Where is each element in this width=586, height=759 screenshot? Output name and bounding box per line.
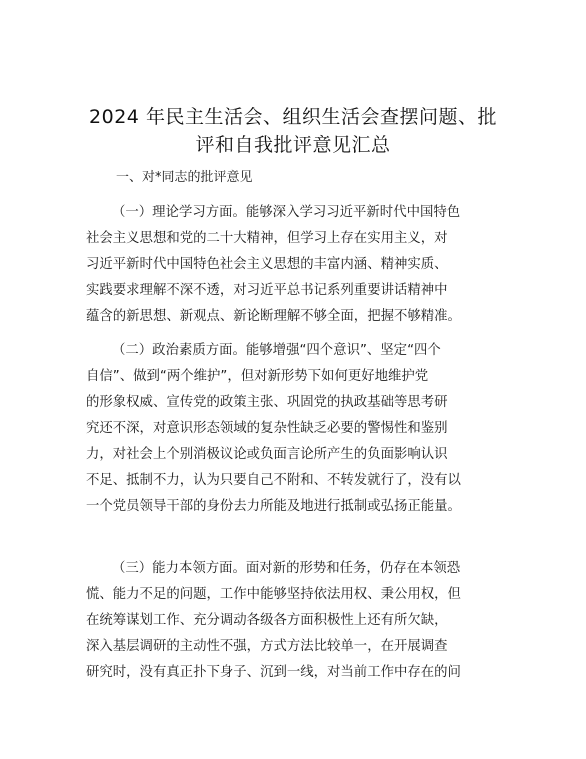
paragraph-line: 自信”、做到“两个维护”，但对新形势下如何更好地维护党 [86,369,429,384]
paragraph-line: 研究时，没有真正扑下身子、沉到一线，对当前工作中存在的问 [86,665,461,680]
document-title [60,103,526,159]
paragraph-line: 在统筹谋划工作、充分调动各级各方面积极性上还有所欠缺， [86,613,448,628]
paragraph-line: （一）理论学习方面。能够深入学习习近平新时代中国特色 [112,205,461,220]
title-line-2: 评和自我批评意见汇总 [195,134,391,156]
section-heading: 一、对*同志的批评意见 [116,170,253,185]
paragraph-political-quality [86,338,506,520]
paragraph-line: （二）政治素质方面。能够增强“四个意识”、坚定“四个 [112,343,441,358]
paragraph-ability [86,556,506,686]
paragraph-line: 蕴含的新思想、新观点、新论断理解不够全面，把握不够精准。 [86,309,461,324]
paragraph-theory-study [86,200,506,330]
paragraph-line: 社会主义思想和党的二十大精神，但学习上存在实用主义，对 [86,231,448,246]
paragraph-line: （三）能力本领方面。面对新的形势和任务，仍存在本领恐 [112,561,461,576]
paragraph-line: 慌、能力不足的问题，工作中能够坚持依法用权、秉公用权，但 [86,587,461,602]
paragraph-line: 实践要求理解不深不透，对习近平总书记系列重要讲话精神中 [86,283,448,298]
paragraph-line: 一个党员领导干部的身份去力所能及地进行抵制或弘扬正能量。 [86,499,461,514]
paragraph-line: 究还不深，对意识形态领域的复杂性缺乏必要的警惕性和鉴别 [86,421,448,436]
paragraph-line: 习近平新时代中国特色社会主义思想的丰富内涵、精神实质、 [86,257,448,272]
paragraph-line: 力，对社会上个别消极议论或负面言论所产生的负面影响认识 [86,447,448,462]
paragraph-line: 深入基层调研的主动性不强，方式方法比较单一，在开展调查 [86,639,448,654]
paragraph-line: 不足、抵制不力，认为只要自己不附和、不转发就行了，没有以 [86,473,461,488]
title-line-1: 2024 年民主生活会、组织生活会查摆问题、批 [89,106,497,128]
paragraph-line: 的形象权威、宣传党的政策主张、巩固党的执政基础等思考研 [86,395,448,410]
